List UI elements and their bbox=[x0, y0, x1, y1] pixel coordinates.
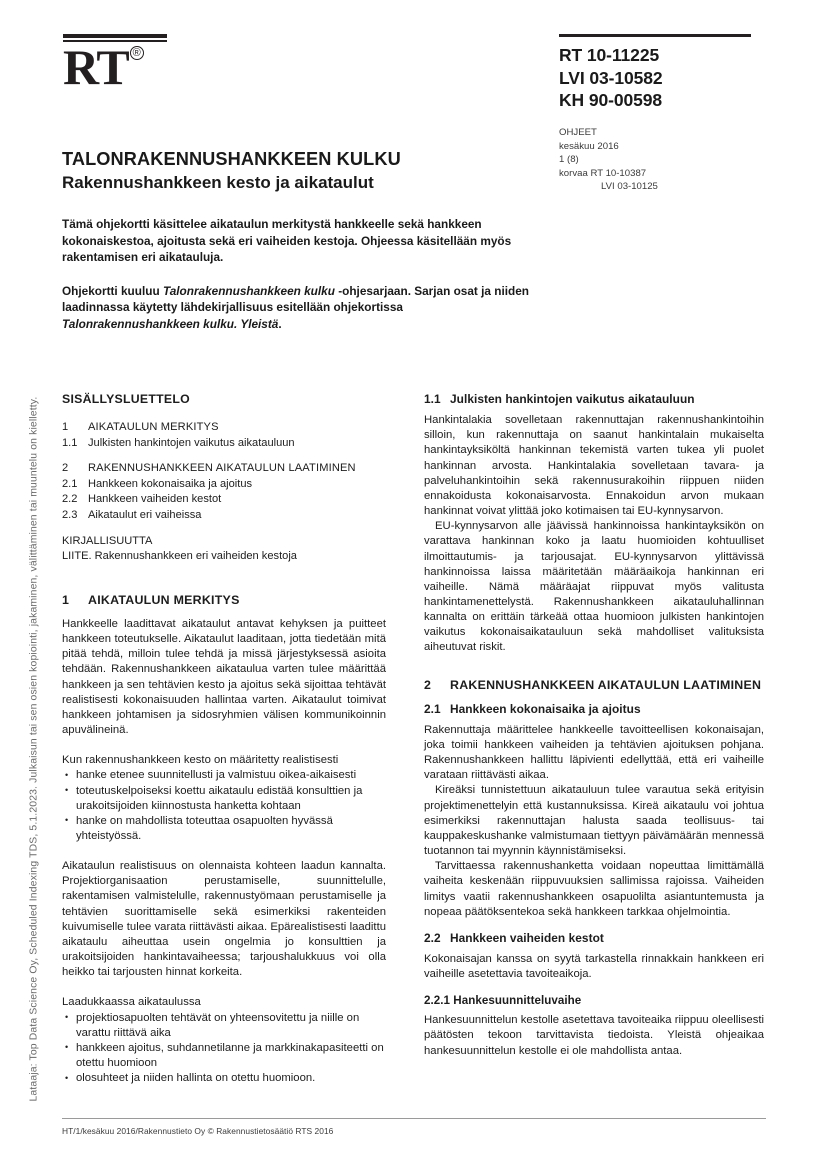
spacer bbox=[424, 982, 764, 993]
codes-rule bbox=[559, 34, 751, 37]
meta-replaces-second: LVI 03-10125 bbox=[601, 181, 658, 193]
toc-heading: SISÄLLYSLUETTELO bbox=[62, 392, 190, 406]
footer-text: HT/1/kesäkuu 2016/Rakennustieto Oy © Rakennustietosäätiö RTS 2016 bbox=[62, 1126, 334, 1136]
rt-logo bbox=[63, 34, 173, 95]
meta-type: OHJEET bbox=[559, 127, 597, 138]
section-2-2-1-heading: 2.2.1 Hankesuunnitteluvaihe bbox=[424, 994, 582, 1008]
toc-number: 2.2 bbox=[62, 493, 78, 506]
section-number: 1 bbox=[62, 592, 70, 607]
toc-entry[interactable] bbox=[62, 461, 386, 477]
paragraph: Hankesuunnittelun kestolle asetettava tavoiteaika riippuu oleellisesti päätösten tekoon tarvittavista tiedoista. Yleistä ohjeaikaa hankesuunnittelun kestolle ei ole mahdollista antaa. bbox=[424, 1014, 764, 1057]
bullet-intro: Laadukkaassa aikataulussa bbox=[62, 996, 201, 1009]
section-number: 2.1 bbox=[424, 701, 441, 716]
paragraph: Tarvittaessa rakennushanketta voidaan nopeuttaa limittämällä vaiheita keskenään riippuvuuksien sallimissa rajoissa. Vaiheiden limitys vaatii rakennushankkeen osapuolilta asiantuntemusta ja nopeaa päätöksentekoa sekä hankkeen tarkkaa ohjelmointia. bbox=[424, 860, 764, 918]
list-item: • olosuhteet ja niiden hallinta on otettu huomioon. bbox=[62, 1071, 386, 1086]
toc-number: 2.3 bbox=[62, 509, 78, 522]
paragraph: EU-kynnysarvon alle jäävissä hankinnoissa hankintayksikön on varattava hankinnan koko ja laatu huomioiden kohtuulliset ilmoittautumis- ja tarjousajat. EU-kynnysarvon ylittävissä hankinnoissa laissa määritetään määräaikoja hankinnan eri vaiheille. Nämä määräajat riippuvat myös valitusta hankintamenettelystä. Rakennushankkeen aikatauluhallinnan kannalta on erittäin tärkeää ottaa huomioon julkisten hankintojen vaikutus kokonaisaikatauluun sekä mahdolliset valituksista aiheutuvat riskit. bbox=[424, 520, 764, 654]
paragraph: Hankintalakia sovelletaan rakennuttajan rakennushankintoihin silloin, kun rakennuttaja on saanut hankintalain mukaiselta hankintayksiköltä hankinnan tekemistä varten tukea yli puolet hankinnan arvosta. Hankintalakia sovelletaan tavara- ja palveluhankintoihin sekä rakennusurakoihin riippuen niiden ennakoidusta kokonaisarvosta. Ennakoidun arvon mukaan hankinnat voivat ylittää joko kotimaisen tai EU-kynnysarvon. bbox=[424, 414, 764, 518]
bullet-intro: Kun rakennushankkeen kesto on määritetty realistisesti bbox=[62, 754, 339, 767]
section-2-1-heading bbox=[424, 702, 764, 717]
code-rt: RT 10-11225 bbox=[559, 45, 660, 65]
paragraph: Rakennuttaja määrittelee hankkeelle tavoitteellisen kokonaisajan, joka toimii hankkeen vaiheiden ja tehtävien ajoituksen pohjana. Rakennushankkeen hallittu läpivienti edellyttää, että eri vaiheille varataan riittävästi aikaa. bbox=[424, 723, 764, 782]
toc-appendix[interactable]: LIITE. Rakennushankkeen eri vaiheiden kestoja bbox=[62, 550, 297, 563]
toc-number: 1 bbox=[62, 421, 69, 434]
meta-page: 1 (8) bbox=[559, 154, 579, 166]
footer-divider bbox=[62, 1118, 766, 1119]
left-column bbox=[62, 392, 386, 1086]
meta-replaces: korvaa RT 10-10387 bbox=[559, 167, 647, 179]
lead2-part-a: Ohjekortti kuuluu bbox=[62, 283, 163, 298]
lead-paragraph-1: Tämä ohjekortti käsittelee aikataulun merkitystä hankkeelle sekä hankkeen kokonaiskestoa, ajoitusta sekä eri vaiheiden kestoja. Ohjeessa käsitellään myös rakentamisen eri aikatauluja. bbox=[62, 217, 512, 265]
lead2-part-c: . bbox=[278, 316, 282, 331]
toc-label: Hankkeen vaiheiden kestot bbox=[88, 493, 222, 506]
spacer bbox=[62, 565, 386, 593]
code-kh: KH 90-00598 bbox=[559, 90, 662, 110]
right-column bbox=[424, 392, 764, 1059]
toc-entry[interactable] bbox=[62, 436, 386, 452]
code-lvi: LVI 03-10582 bbox=[559, 67, 663, 88]
section-title: Julkisten hankintojen vaikutus aikatauluun bbox=[450, 392, 695, 406]
toc-number: 2 bbox=[62, 462, 69, 475]
list-item: • hanke etenee suunnitellusti ja valmistuu oikea-aikaisesti bbox=[62, 768, 386, 783]
section-1-heading bbox=[62, 593, 386, 608]
toc-label: Julkisten hankintojen vaikutus aikatauluun bbox=[88, 436, 295, 449]
list-item: • hankkeen ajoitus, suhdannetilanne ja markkinakapasiteetti on otettu huomioon bbox=[62, 1041, 386, 1071]
list-item: • hanke on mahdollista toteuttaa osapuolten hyvässä yhteistyössä. bbox=[62, 814, 386, 844]
lead-paragraph-2 bbox=[62, 283, 530, 333]
section-number: 2.2 bbox=[424, 930, 441, 945]
logo-letters: RT bbox=[63, 39, 129, 95]
toc-label: AIKATAULUN MERKITYS bbox=[88, 421, 219, 434]
lead2-card-name: Talonrakennushankkeen kulku. Yleistä bbox=[62, 316, 279, 331]
paragraph: Hankkeelle laadittavat aikataulut antavat kehyksen ja puitteet hankkeen toteutukselle. Aikataulut laaditaan, jotta tiedetään mitä pitää tehdä, milloin tulee tehdä ja missä järjestyksessä asioita tehdään. Rakennushankkeen aikataulua varten tulee määrittää hankkeen ja sen tehtävien kesto ja ajoitus sekä sijoittaa tehtävät realistisesti kokonaisuuden hallintaa varten. Aikataulut toimivat hankkeen johtamisen ja sidosryhmien välisen kommunikoinnin apuvälineinä. bbox=[62, 617, 386, 737]
toc-entry[interactable] bbox=[62, 492, 386, 508]
section-title: AIKATAULUN MERKITYS bbox=[88, 592, 240, 607]
spacer bbox=[424, 920, 764, 931]
bullet-list-1 bbox=[62, 768, 386, 844]
section-2-heading bbox=[424, 678, 764, 693]
section-1-1-heading bbox=[424, 392, 764, 407]
section-title: Hankkeen kokonaisaika ja ajoitus bbox=[450, 701, 641, 716]
toc-label: RAKENNUSHANKKEEN AIKATAULUN LAATIMINEN bbox=[88, 462, 356, 475]
toc-literature[interactable]: KIRJALLISUUTTA bbox=[62, 534, 153, 547]
toc-number: 2.1 bbox=[62, 477, 78, 490]
toc-entry[interactable] bbox=[62, 477, 386, 493]
paragraph: Kokonaisajan kanssa on syytä tarkastella rinnakkain hankkeen eri vaiheille asetettavia tavoiteaikoja. bbox=[424, 952, 764, 981]
logo-wordmark bbox=[63, 39, 141, 95]
section-title: Hankkeen vaiheiden kestot bbox=[450, 930, 604, 945]
toc-group-1 bbox=[62, 420, 386, 451]
paragraph: Aikataulun realistisuus on olennaista kohteen laadun kannalta. Projektiorganisaation perustamiselle, suunnittelulle, rakentamisen valmistelulle, rakennustyömaan perustamiselle ja tehtävien suorittamiselle sekä esimerkiksi rakenteiden kuivumiselle tulee varata riittävästi aikaa. Epärealistisesti laadittu aikataulu aiheuttaa usein ongelmia jo konsulttien ja urakoitsijoiden hankintavaiheessa; tarjoushalukkuus voi olla heikko tai tarjousten hinnat korkeita. bbox=[62, 860, 386, 979]
list-item: • projektiosapuolten tehtävät on yhteensovitettu ja niille on varattu riittävä aika bbox=[62, 1011, 386, 1041]
list-item: • toteutuskelpoiseksi koettu aikataulu edistää konsulttien ja urakoitsijoiden kiinnostusta hanketta kohtaan bbox=[62, 784, 386, 814]
section-2-2-heading bbox=[424, 931, 764, 946]
bullet-list-2 bbox=[62, 1011, 386, 1087]
section-number: 2 bbox=[424, 677, 432, 692]
lead2-part-b: -ohjesarjaan. Sarjan osat ja niiden laadinnassa käytetty lähdekirjallisuus esitellään ohjekortissa bbox=[62, 283, 529, 315]
title-block bbox=[62, 148, 552, 333]
spacer bbox=[62, 980, 386, 995]
toc-group-2 bbox=[62, 461, 386, 523]
logo-rule-thick bbox=[63, 34, 167, 38]
watermark-text: Lataaja: Top Data Science Oy, Scheduled Indexing TDS, 5.1.2023. Julkaisun tai sen osien kopiointi, jakaminen, välittäminen tai muuntelu on kielletty. bbox=[28, 396, 40, 1102]
spacer bbox=[62, 844, 386, 859]
page-title: TALONRAKENNUSHANKKEEN KULKU bbox=[62, 149, 401, 169]
registered-trademark-icon: ® bbox=[130, 46, 144, 60]
document-codes bbox=[559, 34, 789, 112]
meta-date: kesäkuu 2016 bbox=[559, 140, 619, 152]
section-number: 1.1 bbox=[424, 392, 441, 406]
page-subtitle: Rakennushankkeen kesto ja aikataulut bbox=[62, 173, 374, 192]
spacer bbox=[62, 738, 386, 753]
toc-entry[interactable] bbox=[62, 508, 386, 524]
lead2-series-name: Talonrakennushankkeen kulku bbox=[162, 283, 335, 298]
toc-number: 1.1 bbox=[62, 436, 78, 449]
toc-label: Aikataulut eri vaiheissa bbox=[88, 509, 202, 522]
spacer bbox=[424, 656, 764, 678]
toc-entry[interactable] bbox=[62, 420, 386, 436]
section-title: RAKENNUSHANKKEEN AIKATAULUN LAATIMINEN bbox=[450, 677, 762, 692]
watermark-strip bbox=[0, 0, 52, 1169]
toc-label: Hankkeen kokonaisaika ja ajoitus bbox=[88, 477, 253, 490]
paragraph: Kireäksi tunnistettuun aikatauluun tulee varautua sekä erityisin projektimenettelyin että kustannuksissa. Kireä aikataulu voi johtua esimerkiksi rakennuttajan halusta saada teollisuus- tai kauppakeskushanke valmistumaan tiettyyn päivämäärän mennessä tuotannon tai myynnin käynnistämiseksi. bbox=[424, 784, 764, 858]
document-meta bbox=[559, 126, 789, 194]
